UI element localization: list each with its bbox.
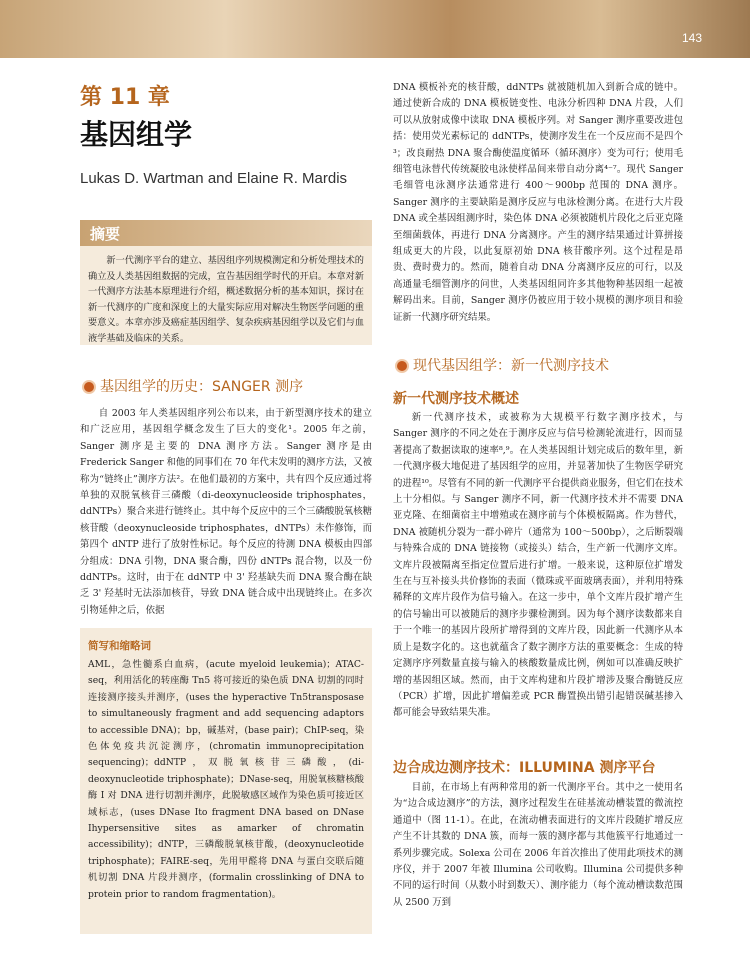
right-paragraph-2: 新一代测序技术，或被称为大规模平行数字测序技术，与 Sanger 测序的不同之处在于测序反应与信号检测轮流进行，因而显著提高了数据读取的速率⁸,⁹。在人类基因组计划完成后的数年里，新一代测序极大地促进了基因组学的应用，并显著加快了生物医学研究的进程¹⁰。尽管有不同的新一代测序平台提供商业服务，但它们在技术上十分相似。与 Sanger 测序不同，新一代测序技术并不需要 DNA 亚克隆、在细菌宿主中增殖或在测序前与个体模板隔离。作为替代，DNA 被随机分裂为一群小碎片（通常为 100～500bp），之后断裂端与特殊合成的 DNA 链接物（或接头）结合，生产新一代测序文库。文库片段被隔离至指定位置后进行扩增。一般来说，这种原位扩增发生在与互补接头共价修饰的表面（微珠或平面玻璃表面），并利用特殊稀释的文库片段作为信号输入。在这一步中，单个文库片段扩增产生的信号输出可以被随后的测序步骤检测到。因为每个测序读数都来自于一个唯一的基因片段所扩增得到的文库片段，因此新一代测序从本质上是数字化的。这也就蕴含了数字测序方法的重要概念：生成的特定测序序列数量直接与输入的核酸数量成比例，例如可以准确反映扩增的基因组区域。然而，由于文库构建和片段扩增涉及聚合酶链反应（PCR）扩增，因此扩增偏差或 PCR 酶置换出错引起错误碱基掺入都可能会导致结果失准。 bbox=[393, 412, 683, 719]
authors: Lukas D. Wartman and Elaine R. Mardis bbox=[80, 170, 348, 187]
section-heading-sanger bbox=[84, 376, 303, 396]
bullet-icon bbox=[397, 361, 407, 371]
glossary-title: 简写和缩略词 bbox=[88, 640, 151, 652]
subheading-overview: 新一代测序技术概述 bbox=[393, 391, 519, 407]
right-paragraph-1: DNA 模板补充的核苷酸，ddNTPs 就被随机加入到新合成的链中。通过使新合成的 DNA 模板链变性、电泳分析四种 DNA 片段，人们可以从放射成像中读取 DNA 模板序列。对 Sanger 测序重要改进包括：使用荧光素标记的 ddNTPs，使测序发生在一个反应而不是四个³；改良耐热 DNA 聚合酶使温度循环（循环测序）变为可行；使用毛细管电泳替代传统凝胶电泳使样品间来带自动分离⁴⁻⁷。现代 Sanger 毛细管电泳测序法通常进行 400～900bp 范围的 DNA 测序。Sanger 测序的主要缺陷是测序反应与电泳检测分离。在进行大片段 DNA 或全基因组测序时，染色体 DNA 必须被随机片段化之后亚克隆至细菌载体，再进行 DNA 分离测序。产生的测序结果通过计算拼接组成更大的片段，以此复原初始 DNA 核苷酸序列。这个过程是昂贵、费时费力的。然而，随着自动 DNA 分离测序反应的可行，以及高通量毛细管测序的问世，人类基因组同许多其他物种基因组一起被解码出来。目前，Sanger 测序仍被应用于较小规模的测序项目和验证新一代测序研究结果。 bbox=[393, 82, 683, 323]
abstract-title: 摘要 bbox=[90, 225, 121, 243]
glossary-text: AML，急性髓系白血病，(acute myeloid leukemia)；ATAC-seq，利用活化的转座酶 Tn5 将可接近的染色质 DNA 切割的同时连接测序接头并测序，(uses the hyperactive Tn5transposase to simultaneously fragment and add sequencing adaptors to accessible DNA)；bp，碱基对，(base pair)；ChIP-seq，染色体免疫共沉淀测序，(chromatin immunoprecipitation sequencing)；ddNTP，双脱氧核苷三磷酸，(di-deoxynucleotide triphosphate)；DNase-seq，用脱氧核糖核酸酶 I 对 DNA 进行切割并测序，此脱敏感区域作为染色质可接近区域标志，(uses DNase Ito fragment DNA based on DNase Ihypersensitive sites as amarker of chromatin accessibility)；dNTP，三磷酸脱氧核苷酸，(deoxynucleotide triphosphate)；FAIRE-seq，先用甲醛将 DNA 与蛋白交联后随机切割 DNA 片段并测序，(formalin crosslinking of DNA to protein prior to random fragmentation)。 bbox=[88, 659, 364, 900]
right-paragraph-3: 目前，在市场上有两种常用的新一代测序平台。其中之一使用名为“边合成边测序”的方法，测序过程发生在硅基流动槽装置的微流控通道中（图 11-1）。在此，在流动槽表面进行的文库片段随扩增反应产生不计其数的 DNA 簇，而每一簇的测序都与其他簇平行地通过一系列步骤完成。Solexa 公司在 2006 年首次推出了使用此项技术的测序仪，并于 2007 年被 Illumina 公司收购。Illumina 公司提供多种不同的运行时间（从数小时到数天）、测序能力（每个流动槽读数范围从 2500 万到 bbox=[393, 782, 683, 908]
abstract-text: 新一代测序平台的建立、基因组序列规模测定和分析处理技术的确立及人类基因组数据的完成，宣告基因组学时代的开启。本章对新一代测序方法基本原理进行介绍，概述数据分析的基本知识，探讨在新一代测序的广度和深度上的大量实际应用对解决生物医学问题的重要意义。本章亦涉及癌症基因组学、复杂疾病基因组学以及它们与血液学基础及临床的关系。 bbox=[88, 255, 364, 344]
section-heading-ngs-text: 现代基因组学：新一代测序技术 bbox=[413, 358, 609, 374]
abstract-header bbox=[80, 220, 372, 246]
section-heading-ngs bbox=[397, 355, 609, 375]
sanger-paragraph: 自 2003 年人类基因组序列公布以来，由于新型测序技术的建立和广泛应用，基因组学概念发生了巨大的变化¹。2005 年之前，Sanger 测序是主要的 DNA 测序方法。Sanger 测序是由 Frederick Sanger 和他的同事们在 70 年代末发明的测序方法，又被称为“链终止”测序方法²。在他们最初的方案中，共有四个反应通过将单独的双脱氧核苷三磷酸（di-deoxynucleoside triphosphates，ddNTPs）聚合来进行链终止。其中每个反应中的三个三磷酸脱氧核糖核苷酸（deoxynucleoside triphosphates，dNTPs）未作修饰，而第四个 dNTP 进行了放射性标记。每个反应的待测 DNA 模板由四部分组成：DNA 引物，DNA 聚合酶，四份 dNTPs 混合物，以及一份 ddNTPs。这时，由于在 ddNTP 中 3' 羟基缺失而 DNA 聚合酶在缺乏 3' 羟基时无法添加核苷，导致 DNA 链合成中出现链终止。在多次引物延伸之后，依据 bbox=[80, 408, 372, 616]
chapter-number: 第 11 章 bbox=[80, 85, 170, 110]
glossary-box bbox=[80, 628, 372, 934]
page-number: 143 bbox=[681, 31, 702, 45]
section-heading-sanger-text: 基因组学的历史：SANGER 测序 bbox=[100, 379, 304, 395]
header-banner bbox=[0, 0, 750, 58]
chapter-title: 基因组学 bbox=[80, 118, 193, 151]
bullet-icon bbox=[84, 382, 94, 392]
subheading-illumina: 边合成边测序技术：ILLUMINA 测序平台 bbox=[393, 760, 656, 776]
abstract-box bbox=[80, 220, 372, 345]
